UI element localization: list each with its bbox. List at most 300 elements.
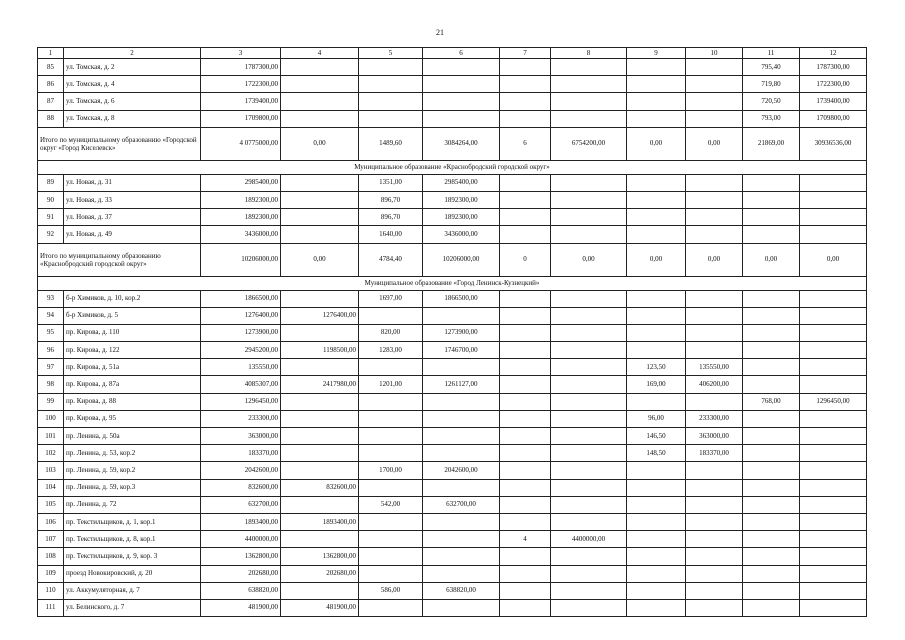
table-cell	[551, 324, 627, 341]
table-cell: 169,00	[627, 376, 686, 393]
table-cell	[800, 290, 867, 307]
table-cell	[627, 324, 686, 341]
section-title: Муниципальное образование «Город Ленинск-Кузнецкий»	[38, 276, 867, 290]
table-row	[38, 290, 867, 307]
table-cell: 638820,00	[201, 582, 281, 599]
table-cell: 1296450,00	[800, 393, 867, 410]
table-cell: пр. Ленина, д. 72	[64, 496, 201, 513]
table-cell	[281, 462, 359, 479]
table-cell	[281, 582, 359, 599]
table-cell: 1787300,00	[201, 59, 281, 76]
table-cell	[359, 548, 423, 565]
table-cell: 106	[38, 513, 64, 530]
table-cell: 96	[38, 342, 64, 359]
table-cell	[281, 410, 359, 427]
table-cell: 95	[38, 324, 64, 341]
table-cell: 1283,00	[359, 342, 423, 359]
table-cell	[359, 93, 423, 110]
table-cell	[800, 410, 867, 427]
table-cell	[423, 359, 500, 376]
table-row	[38, 410, 867, 427]
table-cell	[281, 93, 359, 110]
table-cell	[627, 174, 686, 191]
table-cell	[686, 307, 743, 324]
table-cell	[627, 226, 686, 243]
table-cell: 233300,00	[201, 410, 281, 427]
table-row	[38, 393, 867, 410]
table-cell: 105	[38, 496, 64, 513]
table-cell	[800, 462, 867, 479]
table-cell	[423, 445, 500, 462]
table-cell: 88	[38, 110, 64, 127]
table-cell: 96,00	[627, 410, 686, 427]
table-cell: пр. Ленина, д. 53, кор.2	[64, 445, 201, 462]
table-cell: ул. Томская, д. 4	[64, 76, 201, 93]
table-cell: 99	[38, 393, 64, 410]
column-header: 11	[743, 48, 800, 59]
table-cell	[686, 531, 743, 548]
table-cell	[743, 548, 800, 565]
table-cell: 1697,00	[359, 290, 423, 307]
table-cell	[743, 599, 800, 616]
table-cell	[551, 209, 627, 226]
table-row	[38, 110, 867, 127]
table-cell: пр. Текстильщиков, д. 8, кор.1	[64, 531, 201, 548]
section-header-row	[38, 160, 867, 174]
column-header: 3	[201, 48, 281, 59]
table-cell	[281, 76, 359, 93]
table-cell	[359, 565, 423, 582]
table-cell: 1892300,00	[423, 191, 500, 208]
total-label: Итого по муниципальному образованию «Городской округ «Город Киселевск»	[38, 127, 201, 160]
table-cell	[551, 93, 627, 110]
table-cell	[500, 110, 551, 127]
table-cell	[281, 428, 359, 445]
table-cell: пр. Кирова, д. 110	[64, 324, 201, 341]
table-cell	[281, 445, 359, 462]
column-header: 10	[686, 48, 743, 59]
table-cell	[500, 93, 551, 110]
table-cell	[359, 531, 423, 548]
table-cell	[551, 359, 627, 376]
table-cell: 4400000,00	[201, 531, 281, 548]
table-cell	[423, 599, 500, 616]
table-cell: 233300,00	[686, 410, 743, 427]
table-cell	[423, 110, 500, 127]
table-row	[38, 582, 867, 599]
table-cell: 103	[38, 462, 64, 479]
table-cell	[627, 599, 686, 616]
table-cell	[423, 548, 500, 565]
table-cell	[627, 290, 686, 307]
table-cell	[743, 290, 800, 307]
table-cell	[686, 548, 743, 565]
table-cell	[500, 376, 551, 393]
table-cell	[500, 582, 551, 599]
table-cell	[500, 393, 551, 410]
table-cell: 110	[38, 582, 64, 599]
table-cell	[551, 307, 627, 324]
table-cell	[500, 462, 551, 479]
table-cell: 93	[38, 290, 64, 307]
table-cell	[800, 513, 867, 530]
table-cell: 363000,00	[686, 428, 743, 445]
table-row	[38, 496, 867, 513]
table-row	[38, 548, 867, 565]
column-header: 8	[551, 48, 627, 59]
table-cell	[551, 110, 627, 127]
table-cell: 100	[38, 410, 64, 427]
table-cell: 1351,00	[359, 174, 423, 191]
table-cell: 109	[38, 565, 64, 582]
table-cell	[500, 76, 551, 93]
table-cell: ул. Белинского, д. 7	[64, 599, 201, 616]
table-cell	[500, 174, 551, 191]
table-cell: 1892300,00	[201, 209, 281, 226]
table-cell	[627, 531, 686, 548]
table-cell: 638820,00	[423, 582, 500, 599]
table-cell: пр. Текстильщиков, д. 1, кор.1	[64, 513, 201, 530]
table-cell	[686, 462, 743, 479]
table-cell	[627, 59, 686, 76]
total-value: 6	[500, 127, 551, 160]
table-cell	[743, 513, 800, 530]
table-cell	[743, 191, 800, 208]
total-value: 10206000,00	[201, 243, 281, 276]
table-cell: пр. Текстильщиков, д. 9, кор. 3	[64, 548, 201, 565]
table-cell: 896,70	[359, 209, 423, 226]
table-cell	[800, 342, 867, 359]
table-cell	[743, 174, 800, 191]
table-cell	[359, 307, 423, 324]
table-cell: 719,80	[743, 76, 800, 93]
table-cell	[359, 513, 423, 530]
table-cell	[551, 496, 627, 513]
table-cell: 87	[38, 93, 64, 110]
table-cell: 1722300,00	[800, 76, 867, 93]
total-value: 0,00	[281, 127, 359, 160]
table-cell	[686, 226, 743, 243]
table-cell: ул. Томская, д. 8	[64, 110, 201, 127]
table-cell: 107	[38, 531, 64, 548]
table-cell	[551, 174, 627, 191]
table-cell	[423, 59, 500, 76]
table-cell: 795,40	[743, 59, 800, 76]
table-cell	[281, 59, 359, 76]
table-cell	[627, 307, 686, 324]
table-cell: 1866500,00	[201, 290, 281, 307]
table-cell: ул. Новая, д. 31	[64, 174, 201, 191]
table-cell	[500, 599, 551, 616]
table-cell: б-р Химиков, д. 5	[64, 307, 201, 324]
table-cell	[627, 76, 686, 93]
table-cell: 108	[38, 548, 64, 565]
table-cell: пр. Ленина, д. 50а	[64, 428, 201, 445]
table-cell	[359, 76, 423, 93]
table-cell	[743, 479, 800, 496]
table-cell	[281, 110, 359, 127]
table-cell: 542,00	[359, 496, 423, 513]
table-cell	[743, 359, 800, 376]
table-cell	[281, 359, 359, 376]
table-cell: 91	[38, 209, 64, 226]
total-value: 21869,00	[743, 127, 800, 160]
column-header: 7	[500, 48, 551, 59]
table-cell	[500, 548, 551, 565]
table-cell	[800, 359, 867, 376]
total-value: 6754200,00	[551, 127, 627, 160]
table-cell: 632700,00	[201, 496, 281, 513]
table-cell	[281, 496, 359, 513]
table-cell: 2945200,00	[201, 342, 281, 359]
table-cell	[743, 342, 800, 359]
table-cell	[800, 548, 867, 565]
table-cell: 832600,00	[281, 479, 359, 496]
table-cell	[743, 376, 800, 393]
table-cell: 1261127,00	[423, 376, 500, 393]
total-value: 4 0775000,00	[201, 127, 281, 160]
table-row	[38, 226, 867, 243]
table-cell	[627, 582, 686, 599]
table-cell: 2985400,00	[201, 174, 281, 191]
table-cell	[551, 548, 627, 565]
table-cell: 97	[38, 359, 64, 376]
table-cell: 1273900,00	[201, 324, 281, 341]
table-cell	[743, 410, 800, 427]
table-row	[38, 76, 867, 93]
table-cell	[500, 479, 551, 496]
table-cell: 1709800,00	[800, 110, 867, 127]
header-row	[38, 48, 867, 59]
column-header: 1	[38, 48, 64, 59]
table-cell: пр. Кирова, д. 87а	[64, 376, 201, 393]
table-cell	[686, 174, 743, 191]
table-cell	[551, 376, 627, 393]
table-cell	[743, 428, 800, 445]
table-cell	[359, 479, 423, 496]
table-cell	[500, 59, 551, 76]
table-cell: 2417980,00	[281, 376, 359, 393]
table-cell: 183370,00	[686, 445, 743, 462]
table-row	[38, 324, 867, 341]
table-cell	[800, 445, 867, 462]
table-cell: 1787300,00	[800, 59, 867, 76]
table-cell: 832600,00	[201, 479, 281, 496]
total-value: 0	[500, 243, 551, 276]
table-cell	[551, 428, 627, 445]
table-cell	[500, 445, 551, 462]
table-cell	[281, 393, 359, 410]
table-cell	[281, 191, 359, 208]
table-cell	[551, 290, 627, 307]
table-cell: 363000,00	[201, 428, 281, 445]
table-cell	[500, 513, 551, 530]
table-cell	[423, 93, 500, 110]
table-cell	[500, 410, 551, 427]
table-cell	[686, 599, 743, 616]
table-cell	[551, 565, 627, 582]
table-cell: 1722300,00	[201, 76, 281, 93]
table-cell	[686, 582, 743, 599]
total-value: 0,00	[686, 243, 743, 276]
table-cell	[800, 565, 867, 582]
table-cell: 135550,00	[686, 359, 743, 376]
table-cell: 1201,00	[359, 376, 423, 393]
table-cell: 896,70	[359, 191, 423, 208]
table-cell	[800, 209, 867, 226]
table-cell	[800, 226, 867, 243]
table-cell	[686, 565, 743, 582]
table-cell: 2985400,00	[423, 174, 500, 191]
table-row	[38, 531, 867, 548]
column-header: 9	[627, 48, 686, 59]
table-row	[38, 479, 867, 496]
total-value: 0,00	[743, 243, 800, 276]
table-cell	[800, 599, 867, 616]
table-cell: 111	[38, 599, 64, 616]
table-cell: 1640,00	[359, 226, 423, 243]
total-value: 0,00	[281, 243, 359, 276]
table-cell	[800, 376, 867, 393]
table-cell	[551, 599, 627, 616]
table-cell: 4085307,00	[201, 376, 281, 393]
table-cell	[743, 462, 800, 479]
table-cell	[281, 324, 359, 341]
table-cell	[551, 479, 627, 496]
table-cell	[686, 76, 743, 93]
table-cell	[800, 307, 867, 324]
table-cell	[800, 191, 867, 208]
table-cell	[743, 445, 800, 462]
table-cell: ул. Томская, д. 6	[64, 93, 201, 110]
table-row	[38, 599, 867, 616]
table-cell: 481900,00	[201, 599, 281, 616]
table-cell: 123,50	[627, 359, 686, 376]
table-cell: пр. Кирова, д. 122	[64, 342, 201, 359]
table-cell: 1892300,00	[201, 191, 281, 208]
table-cell	[423, 410, 500, 427]
table-cell	[627, 496, 686, 513]
column-header: 2	[64, 48, 201, 59]
table-cell: 104	[38, 479, 64, 496]
table-cell: 89	[38, 174, 64, 191]
total-row	[38, 243, 867, 276]
table-cell: 1276400,00	[201, 307, 281, 324]
table-cell	[551, 342, 627, 359]
table-cell: 202680,00	[281, 565, 359, 582]
table-cell	[551, 462, 627, 479]
table-cell: ул. Новая, д. 33	[64, 191, 201, 208]
page-number: 21	[436, 28, 444, 37]
table-cell	[800, 174, 867, 191]
table-cell	[500, 209, 551, 226]
table-cell: пр. Кирова, д. 51а	[64, 359, 201, 376]
column-header: 5	[359, 48, 423, 59]
table-cell: пр. Ленина, д. 59, кор.2	[64, 462, 201, 479]
table-cell	[500, 226, 551, 243]
table-cell	[627, 462, 686, 479]
table-cell	[743, 582, 800, 599]
table-cell	[281, 531, 359, 548]
table-cell: 1893400,00	[281, 513, 359, 530]
total-label: Итого по муниципальному образованию «Краснобродский городской округ»	[38, 243, 201, 276]
table-cell: проезд Новокировский, д. 20	[64, 565, 201, 582]
table-cell: 820,00	[359, 324, 423, 341]
table-cell	[551, 226, 627, 243]
total-value: 0,00	[686, 127, 743, 160]
table-cell	[627, 209, 686, 226]
table-cell	[359, 599, 423, 616]
table-cell: 3436000,00	[201, 226, 281, 243]
table-cell	[800, 324, 867, 341]
table-cell	[627, 479, 686, 496]
table-cell: 3436000,00	[423, 226, 500, 243]
table-cell: 720,50	[743, 93, 800, 110]
table-cell	[627, 191, 686, 208]
table-cell: 148,50	[627, 445, 686, 462]
table-cell	[800, 531, 867, 548]
table-cell	[500, 359, 551, 376]
table-cell	[686, 479, 743, 496]
table-cell: 793,00	[743, 110, 800, 127]
table-cell	[551, 445, 627, 462]
table-cell	[423, 531, 500, 548]
table-cell	[686, 191, 743, 208]
total-value: 0,00	[551, 243, 627, 276]
table-row	[38, 445, 867, 462]
table-cell: ул. Новая, д. 49	[64, 226, 201, 243]
table-cell	[551, 582, 627, 599]
table-cell: 92	[38, 226, 64, 243]
table-cell	[359, 428, 423, 445]
table-cell	[743, 531, 800, 548]
table-cell: 586,00	[359, 582, 423, 599]
total-value: 10206000,00	[423, 243, 500, 276]
table-cell	[359, 410, 423, 427]
table-cell	[423, 393, 500, 410]
table-cell	[423, 76, 500, 93]
table-row	[38, 513, 867, 530]
table-cell: 4	[500, 531, 551, 548]
table-cell	[423, 513, 500, 530]
table-cell	[743, 324, 800, 341]
table-cell	[500, 565, 551, 582]
table-cell: 1746700,00	[423, 342, 500, 359]
table-cell: пр. Ленина, д. 59, кор.3	[64, 479, 201, 496]
table-cell: 481900,00	[281, 599, 359, 616]
table-cell	[627, 342, 686, 359]
table-cell	[686, 496, 743, 513]
table-cell: 146,50	[627, 428, 686, 445]
table-cell	[551, 76, 627, 93]
total-value: 4784,40	[359, 243, 423, 276]
table-cell: 1362800,00	[281, 548, 359, 565]
table-cell	[500, 307, 551, 324]
table-cell	[743, 496, 800, 513]
table-row	[38, 359, 867, 376]
table-cell: 2042600,00	[201, 462, 281, 479]
table-cell	[743, 565, 800, 582]
table-cell	[500, 496, 551, 513]
table-cell	[627, 110, 686, 127]
table-cell	[551, 59, 627, 76]
table-cell: 632700,00	[423, 496, 500, 513]
table-cell	[281, 226, 359, 243]
table-cell: 1892300,00	[423, 209, 500, 226]
total-value: 0,00	[627, 243, 686, 276]
table-cell	[551, 393, 627, 410]
data-table	[37, 47, 867, 617]
